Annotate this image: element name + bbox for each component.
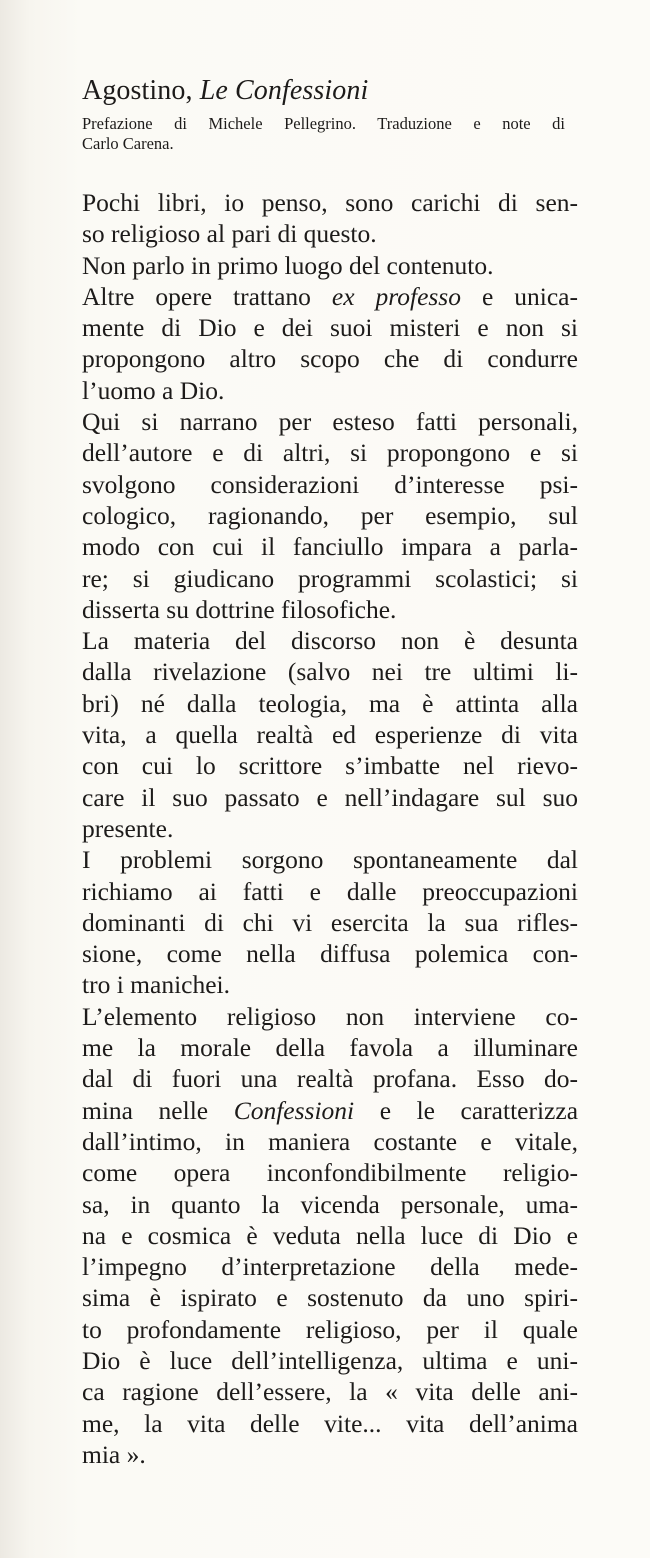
- text-line: disserta su dottrine filosofiche.: [82, 594, 397, 624]
- text-line: I problemi sorgono spontaneamente dal: [82, 845, 578, 875]
- text-line: cologico, ragionando, per esempio, sul: [82, 500, 578, 530]
- text-line: come opera inconfondibilmente religio-: [82, 1158, 578, 1188]
- text-line: propongono altro scopo che di condurre: [82, 344, 578, 374]
- work-title: Le Confessioni: [199, 75, 369, 106]
- text-line: [82, 1095, 578, 1126]
- credits: [82, 114, 565, 154]
- text-line: richiamo ai fatti e dalle preoccupazioni: [82, 876, 578, 906]
- text-line: tro i manichei.: [82, 970, 230, 1000]
- body-text: [82, 187, 578, 1470]
- text-line: modo con cui il fanciullo impara a parla-: [82, 532, 578, 562]
- emphasis-text: ex professo: [331, 281, 461, 311]
- text-line: [82, 281, 578, 312]
- text-run: mina nelle: [82, 1095, 234, 1125]
- text-run: Altre opere trattano: [82, 281, 332, 311]
- text-line: dominanti di chi vi esercita la sua rifles-: [82, 907, 578, 937]
- text-line: Pochi libri, io penso, sono carichi di sen-: [82, 188, 578, 217]
- text-line: bri) né dalla teologia, ma è attinta alla: [82, 688, 578, 718]
- text-line: l’uomo a Dio.: [82, 375, 225, 405]
- text-line: to profondamente religioso, per il quale: [82, 1314, 578, 1344]
- text-line: care il suo passato e nell’indagare sul suo: [82, 782, 578, 812]
- author-name: Agostino,: [82, 75, 193, 106]
- text-line: L’elemento religioso non interviene co-: [82, 1001, 578, 1031]
- text-line: so religioso al pari di questo.: [82, 219, 377, 249]
- text-line: re; si giudicano programmi scolastici; si: [82, 563, 578, 593]
- text-run: e le caratterizza: [354, 1095, 579, 1125]
- text-line: Qui si narrano per esteso fatti personali,: [82, 407, 578, 437]
- text-line: svolgono considerazioni d’interesse psi-: [82, 469, 578, 499]
- text-line: l’impegno d’interpretazione della mede-: [82, 1252, 578, 1282]
- text-line: sa, in quanto la vicenda personale, uma-: [82, 1189, 578, 1219]
- text-line: Non parlo in primo luogo del contenuto.: [82, 250, 494, 280]
- book-title: [82, 74, 368, 108]
- text-line: mente di Dio e dei suoi misteri e non si: [82, 313, 578, 343]
- text-line: ca ragione dell’essere, la « vita delle ani-: [82, 1377, 578, 1407]
- text-run: e unica-: [460, 281, 578, 311]
- credits-line: Prefazione di Michele Pellegrino. Traduzione e note di: [82, 114, 565, 133]
- text-line: La materia del discorso non è desunta: [82, 626, 578, 656]
- text-line: presente.: [82, 813, 174, 843]
- credits-line: Carlo Carena.: [82, 134, 174, 153]
- text-line: sima è ispirato e sostenuto da uno spiri-: [82, 1283, 578, 1313]
- text-line: Dio è luce dell’intelligenza, ultima e uni-: [82, 1345, 578, 1375]
- text-line: dell’autore e di altri, si propongono e si: [82, 438, 578, 468]
- text-line: sione, come nella diffusa polemica con-: [82, 939, 578, 969]
- text-line: con cui lo scrittore s’imbatte nel rievo-: [82, 751, 578, 781]
- text-line: me, la vita delle vite... vita dell’anima: [82, 1408, 578, 1438]
- text-line: mia ».: [82, 1439, 146, 1469]
- text-line: me la morale della favola a illuminare: [82, 1033, 578, 1063]
- emphasis-text: Confessioni: [233, 1095, 355, 1125]
- text-line: na e cosmica è veduta nella luce di Dio e: [82, 1220, 578, 1250]
- text-line: dal di fuori una realtà profana. Esso do-: [82, 1064, 578, 1094]
- text-line: dalla rivelazione (salvo nei tre ultimi li-: [82, 657, 578, 687]
- text-line: dall’intimo, in maniera costante e vitale,: [82, 1126, 578, 1156]
- text-line: vita, a quella realtà ed esperienze di vita: [82, 720, 578, 750]
